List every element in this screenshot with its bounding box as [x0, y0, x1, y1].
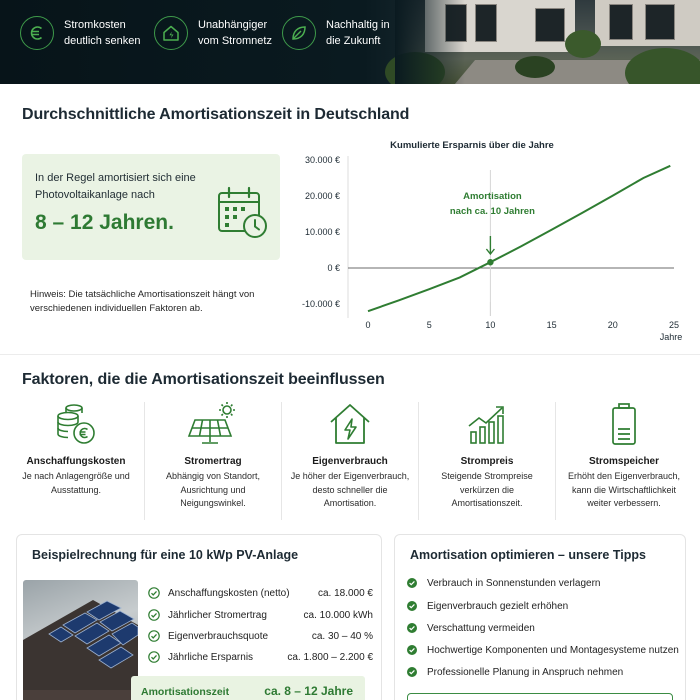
spec-value: ca. 30 – 40 %: [311, 630, 373, 642]
result-value: ca. 8 – 12 Jahre: [264, 684, 353, 698]
chart-title: Kumulierte Ersparnis über die Jahre: [390, 140, 554, 151]
factor-card: [418, 402, 555, 520]
spec-label: Anschaffungskosten (netto): [168, 587, 290, 599]
spec-label: Jährlicher Stromertrag: [168, 609, 267, 621]
check-filled-icon: [407, 645, 417, 655]
section-divider: [0, 354, 700, 355]
tip-text: Professionelle Planung in Anspruch nehmen: [427, 666, 624, 678]
factor-card: [8, 402, 144, 520]
benefit-sustainability: [282, 14, 390, 52]
payback-hint: Hinweis: Die tatsächliche Amortisationszeit hängt von verschiedenen individuellen Faktoren ab.: [30, 289, 255, 314]
payback-title: Durchschnittliche Amortisationszeit in Deutschland: [22, 106, 410, 123]
factor-desc: Je nach Anlagengröße und Ausstattung.: [22, 471, 130, 495]
factor-card: [555, 402, 692, 520]
x-tick-label: 20: [607, 320, 618, 330]
benefit-independence: [154, 14, 272, 52]
tip-item: [407, 640, 679, 660]
tips-card: [394, 534, 686, 700]
benefit-line: Stromkosten: [64, 19, 126, 31]
roof-solar-photo: [23, 580, 138, 700]
benefit-line: Nachhaltig in: [326, 19, 390, 31]
spec-label: Jährliche Ersparnis: [168, 651, 254, 663]
benefit-line: Unabhängiger: [198, 19, 268, 31]
spec-value: ca. 18.000 €: [317, 587, 373, 599]
tip-text: Verbrauch in Sonnenstunden verlagern: [427, 577, 601, 589]
payback-point: [487, 259, 493, 265]
factors-row: [8, 402, 692, 520]
annotation-line2: nach ca. 10 Jahren: [449, 206, 535, 217]
result-label: Amortisationszeit: [141, 686, 230, 698]
benefit-line: die Zukunft: [326, 35, 381, 47]
tip-item: [407, 573, 600, 593]
factor-title: Strompreis: [460, 456, 514, 467]
coins-euro-icon: [8, 402, 144, 446]
tip-item: [407, 618, 535, 638]
factor-title: Eigenverbrauch: [312, 456, 388, 467]
spec-label: Eigenverbrauchsquote: [168, 630, 269, 642]
payback-years: 8 – 12 Jahren.: [35, 211, 174, 234]
tip-text: Eigenverbrauch gezielt erhöhen: [427, 600, 569, 612]
spec-row: [148, 626, 373, 646]
y-tick-label: 30.000 €: [304, 155, 340, 165]
x-axis-label: Jahre: [659, 332, 683, 342]
x-tick-label: 15: [546, 320, 557, 330]
home-lightning-icon: [282, 402, 418, 446]
factor-title: Anschaffungskosten: [26, 456, 126, 467]
spec-value: ca. 1.800 – 2.200 €: [287, 651, 373, 663]
factor-desc: Abhängig von Standort, Ausrichtung und Neigungswinkel.: [165, 471, 261, 508]
factor-desc: Erhöht den Eigenverbrauch, kann die Wirtschaftlichkeit weiter verbessern.: [567, 471, 681, 508]
spec-row: [148, 583, 373, 603]
example-title: Beispielrechnung für eine 10 kWp PV-Anlage: [32, 548, 299, 562]
payback-intro: In der Regel amortisiert sich eine Photovoltaikanlage nach: [35, 172, 196, 201]
benefit-line: vom Stromnetz: [198, 35, 272, 47]
battery-icon: [556, 402, 692, 446]
price-chart-icon: [419, 402, 555, 446]
x-tick-label: 0: [365, 320, 371, 330]
spec-row: [148, 605, 373, 625]
factors-title: Faktoren, die die Amortisationszeit beeinflussen: [22, 371, 385, 388]
check-circle-icon: [148, 630, 160, 642]
tip-item: [407, 662, 623, 682]
leaf-icon: [282, 16, 316, 50]
check-filled-icon: [407, 623, 417, 633]
tip-text: Verschattung vermeiden: [427, 622, 535, 634]
tip-text: Hochwertige Komponenten und Montagesysteme nutzen: [427, 644, 679, 656]
check-circle-icon: [148, 609, 160, 621]
factor-card: [281, 402, 418, 520]
factor-title: Stromertrag: [184, 456, 242, 467]
tip-item: [407, 596, 568, 616]
factor-card: [144, 402, 281, 520]
y-tick-label: -10.000 €: [301, 299, 340, 309]
savings-chart: [296, 136, 696, 346]
x-tick-label: 5: [426, 320, 432, 330]
payback-summary-box: [22, 154, 280, 260]
solar-panel-icon: [145, 402, 281, 446]
factor-desc: Steigende Strompreise verkürzen die Amortisationszeit.: [441, 471, 533, 508]
x-tick-label: 25: [668, 320, 680, 330]
savings-line: [368, 166, 670, 311]
factor-title: Stromspeicher: [588, 456, 660, 467]
benefit-line: deutlich senken: [64, 35, 141, 47]
check-filled-icon: [407, 667, 417, 677]
annotation-line1: Amortisation: [463, 191, 522, 202]
euro-icon: [20, 16, 54, 50]
check-filled-icon: [407, 578, 417, 588]
spec-row: [148, 647, 373, 667]
calendar-clock-icon: [216, 185, 270, 241]
hero-banner: [0, 0, 700, 84]
tips-cta-button[interactable]: [407, 693, 673, 700]
factor-desc: Je höher der Eigenverbrauch, desto schneller die Amortisation.: [290, 471, 410, 508]
benefit-costs: [20, 14, 140, 52]
annotation-arrow: [486, 236, 494, 254]
x-tick-label: 10: [485, 320, 496, 330]
check-circle-icon: [148, 587, 160, 599]
house-energy-icon: [154, 16, 188, 50]
spec-value: ca. 10.000 kWh: [303, 609, 373, 621]
check-filled-icon: [407, 601, 417, 611]
tips-title: Amortisation optimieren – unsere Tipps: [410, 548, 646, 562]
check-circle-icon: [148, 651, 160, 663]
y-tick-label: 10.000 €: [304, 227, 340, 237]
y-tick-label: 0 €: [327, 263, 340, 273]
amortization-result: [131, 676, 365, 700]
house-photo: [395, 0, 700, 84]
y-tick-label: 20.000 €: [304, 191, 340, 201]
